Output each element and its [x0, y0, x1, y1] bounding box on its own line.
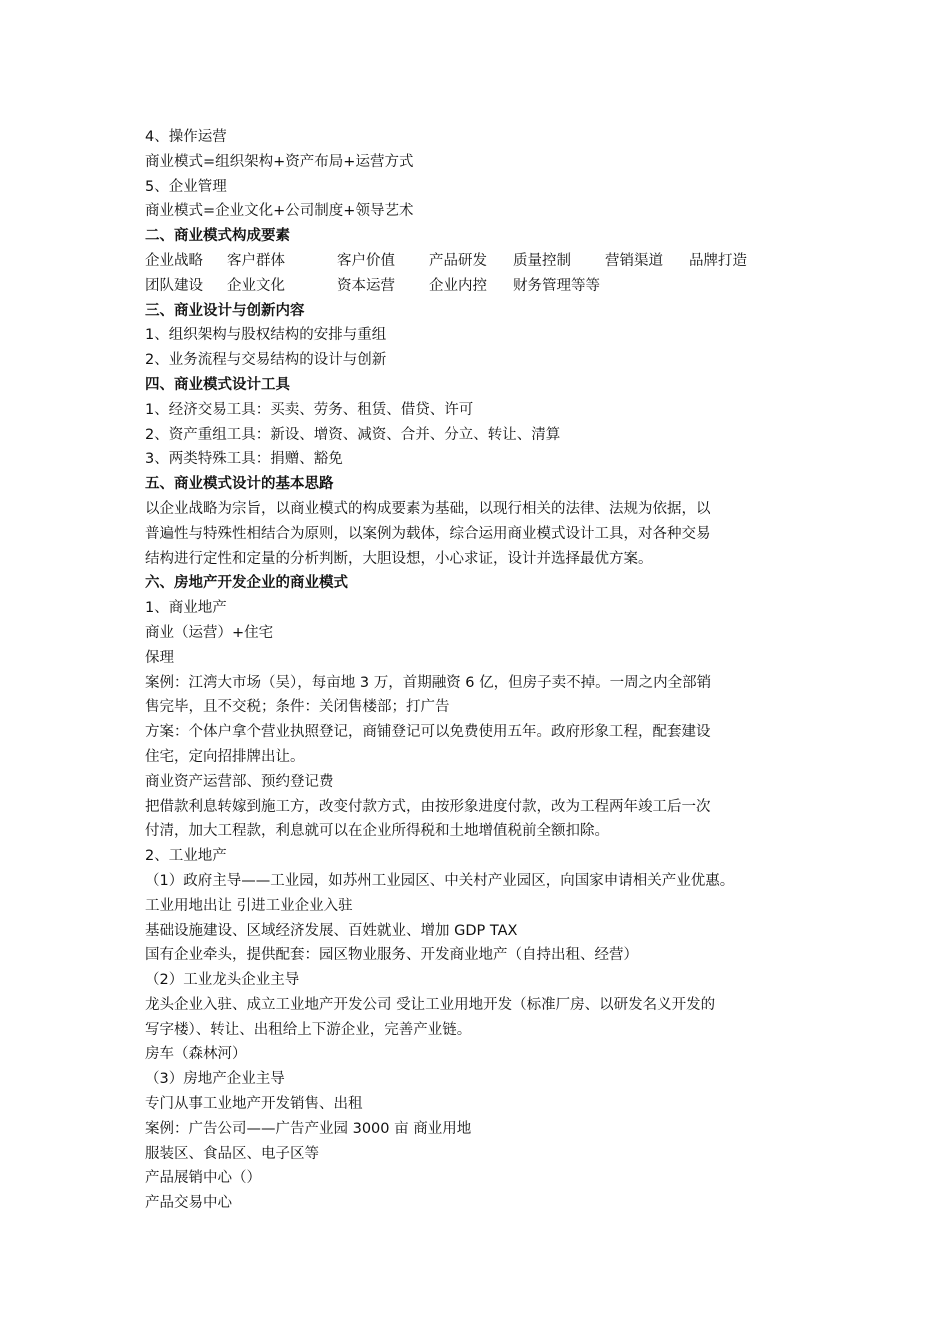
element-cell: 企业战略	[145, 252, 203, 269]
element-cell: 财务管理等等	[513, 277, 600, 294]
section-heading: 二、商业模式构成要素	[145, 228, 290, 245]
section-heading: 三、商业设计与创新内容	[145, 302, 305, 319]
element-cell: 资本运营	[337, 277, 395, 294]
text-line: 服装区、食品区、电子区等	[145, 1145, 319, 1162]
text-line: 工业用地出让 引进工业企业入驻	[145, 897, 353, 914]
text-line: 产品展销中心（）	[145, 1170, 261, 1187]
text-line: 售完毕，且不交税；条件：关闭售楼部；打广告	[145, 699, 450, 716]
element-cell: 客户群体	[227, 252, 285, 269]
element-row	[145, 274, 835, 299]
element-cell: 品牌打造	[689, 252, 747, 269]
text-line: 龙头企业入驻、成立工业地产开发公司 受让工业用地开发（标准厂房、以研发名义开发的	[145, 996, 716, 1013]
element-cell: 团队建设	[145, 277, 203, 294]
text-line: 结构进行定性和定量的分析判断，大胆设想，小心求证，设计并选择最优方案。	[145, 550, 653, 567]
text-line: 3、两类特殊工具：捐赠、豁免	[145, 451, 343, 468]
text-line: 4、操作运营	[145, 129, 227, 145]
text-line: 案例：江湾大市场（吴），每亩地 3 万，首期融资 6 亿，但房子卖不掉。一周之内全部销	[145, 674, 712, 691]
text-line: 保理	[145, 649, 174, 666]
text-line: （2）工业龙头企业主导	[145, 972, 300, 989]
text-line: 基础设施建设、区域经济发展、百姓就业、增加 GDP TAX	[145, 922, 518, 939]
element-row	[145, 249, 835, 274]
text-line: 专门从事工业地产开发销售、出租	[145, 1096, 363, 1113]
text-line: 以企业战略为宗旨，以商业模式的构成要素为基础，以现行相关的法律、法规为依据，以	[145, 500, 711, 517]
text-line: 商业（运营）+住宅	[145, 624, 274, 641]
text-line: 1、商业地产	[145, 600, 227, 617]
element-cell: 企业文化	[227, 277, 285, 294]
text-line: 1、经济交易工具：买卖、劳务、租赁、借贷、许可	[145, 401, 474, 418]
text-line: 普遍性与特殊性相结合为原则，以案例为载体，综合运用商业模式设计工具，对各种交易	[145, 525, 711, 542]
text-line: 商业资产运营部、预约登记费	[145, 773, 334, 790]
text-line: 2、资产重组工具：新设、增资、减资、合并、分立、转让、清算	[145, 426, 561, 443]
text-line: 商业模式=企业文化+公司制度+领导艺术	[145, 203, 414, 220]
text-line: 方案：个体户拿个营业执照登记，商铺登记可以免费使用五年。政府形象工程，配套建设	[145, 724, 711, 741]
text-line: 房车（森林河）	[145, 1046, 247, 1063]
text-line: 2、工业地产	[145, 848, 227, 865]
text-line: 产品交易中心	[145, 1195, 232, 1212]
element-cell: 质量控制	[513, 252, 571, 269]
section-heading: 四、商业模式设计工具	[145, 376, 290, 393]
element-cell: 产品研发	[429, 252, 487, 269]
section-heading: 六、房地产开发企业的商业模式	[145, 575, 348, 592]
text-line: 案例：广告公司——广告产业园 3000 亩 商业用地	[145, 1120, 472, 1137]
text-line: （1）政府主导——工业园，如苏州工业园区、中关村产业园区，向国家申请相关产业优惠。	[145, 872, 735, 889]
text-line: 1、组织架构与股权结构的安排与重组	[145, 327, 387, 344]
document-body	[145, 125, 835, 1216]
text-line: 付清，加大工程款，利息就可以在企业所得税和土地增值税前全额扣除。	[145, 823, 609, 840]
element-cell: 客户价值	[337, 252, 395, 269]
section-heading: 五、商业模式设计的基本思路	[145, 476, 334, 493]
text-line: 把借款利息转嫁到施工方，改变付款方式，由按形象进度付款，改为工程两年竣工后一次	[145, 798, 711, 815]
text-line: 5、企业管理	[145, 178, 227, 195]
text-line: 写字楼）、转让、出租给上下游企业，完善产业链。	[145, 1021, 472, 1038]
text-line: 商业模式=组织架构+资产布局+运营方式	[145, 153, 414, 170]
text-line: 住宅，定向招排牌出让。	[145, 748, 305, 765]
element-cell: 企业内控	[429, 277, 487, 294]
text-line: 国有企业牵头，提供配套：园区物业服务、开发商业地产（自持出租、经营）	[145, 947, 638, 964]
element-cell: 营销渠道	[605, 252, 663, 269]
text-line: 2、业务流程与交易结构的设计与创新	[145, 352, 387, 369]
text-line: （3）房地产企业主导	[145, 1071, 285, 1088]
